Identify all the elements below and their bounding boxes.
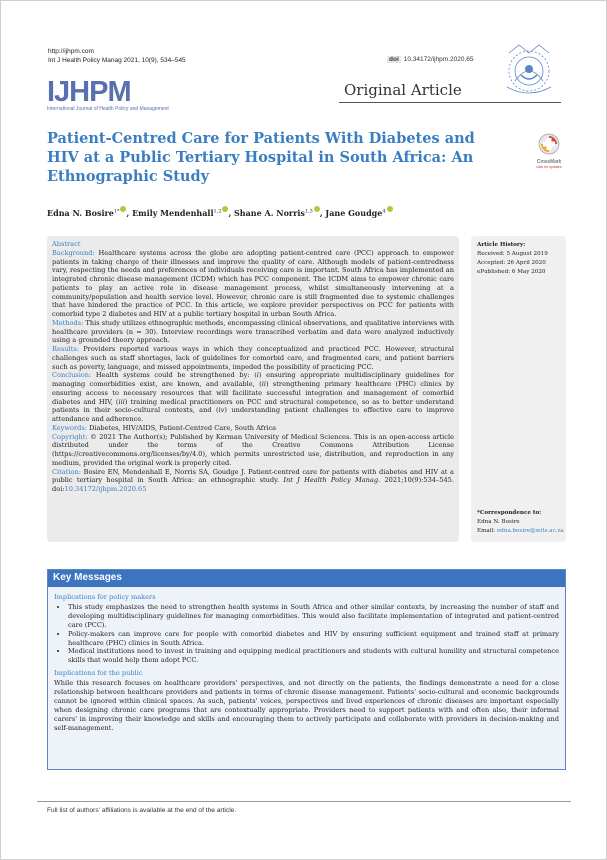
citation-doi-link[interactable]: 10.34172/ijhpm.2020.65 — [64, 485, 147, 493]
orcid-icon[interactable] — [120, 206, 126, 212]
journal-url[interactable]: http://ijhpm.com — [48, 48, 94, 55]
abstract-background: Background: Healthcare systems across the globe are adopting patient-centred care (PCC) approach to empower patients in taking charge of their illnesses and improve the quality of care. Although models of patient-centredness vary, respecting the needs and preferences of individuals receiving care is important. South Africa has implemented an integrated chronic disease management (ICDM) which has PCC component. The ICDM aims to empower chronic care patients to play an active role in disease management process, whilst simultaneously intervening at a community/population and health service level. However, chronic care is still fragmented due to systemic challenges that have hindered the practice of PCC. In this article, we explore provider perspectives on PCC for patients with comorbid type 2 diabetes and HIV at a public tertiary hospital in urban South Africa. — [52, 248, 454, 318]
key-messages-box — [47, 569, 566, 770]
affiliations-footnote: Full list of authors' affiliations is available at the end of the article. — [47, 807, 237, 814]
orcid-icon[interactable] — [222, 206, 228, 212]
abstract-heading: Abstract — [52, 240, 81, 248]
license-link[interactable]: https://creativecommons.org/licenses/by/4.0 — [54, 450, 203, 458]
author-name: Shane A. Norris — [234, 208, 305, 218]
author-name: Jane Goudge — [325, 208, 383, 218]
crossmark-label: CrossMark — [536, 159, 562, 165]
doi-line — [387, 56, 474, 63]
journal-full-name: International Journal of Health Policy and Management — [47, 106, 169, 112]
article-title: Patient-Centred Care for Patients With Diabetes and HIV at a Public Tertiary Hospital in South Africa: An Ethnographic Study — [47, 130, 475, 185]
abstract-conclusion: Conclusion: Health systems could be strengthened by: (i) ensuring appropriate multidisciplinary guidelines for managing comorbidities exist, are known, and available, (ii) strengthening primary healthcare (PHC) clinics by ensuring access to necessary resources that will facilitate successful integration and management of comorbid diabetes and HIV, (iii) training medical practitioners on PCC and structural competence, so as to better understand patients in their socio-cultural contexts, and (iv) understanding patient challenges to effective care to improve attendance and adherence. — [52, 371, 455, 423]
footnote-rule — [37, 801, 571, 802]
received-date: Received: 5 August 2019 — [477, 251, 548, 257]
key-messages-heading: Key Messages — [48, 570, 565, 587]
history-heading: Article History: — [477, 242, 526, 248]
public-text: While this research focuses on healthcare providers' perspectives, and not directly on the patients, the findings demonstrate a need for a close relationship between healthcare providers and patients in terms of chronic disease management. Patients' socio-cultural and economic backgrounds cannot be ignored within clinical spaces. As such, patients' voices, perspectives and lived experiences of chronic diseases are important especially when designing chronic care programs that are contextually appropriate. Providers need to support patients with and often also, their informal carers' in improving their knowledge and skills and encouraging them to actively participate and collaborate with providers in decision-making and self-management. — [54, 679, 559, 732]
abstract-methods: Methods: This study utilizes ethnographic methods, encompassing clinical observations, and qualitative interviews with healthcare providers (n = 30). Interview recordings were transcribed verbatim and data were analyzed inductively using a grounded theory approach. — [52, 318, 454, 345]
header-rule — [339, 102, 561, 103]
correspondence-email[interactable]: edna.bosire@wits.ac.za — [496, 528, 564, 534]
list-item: • Medical institutions need to invest in training and equipping medical practitioners and students with cultural humility and structural competence skills that would help them adopt PCC. — [68, 647, 559, 665]
author-affiliation: 1,3 — [304, 208, 313, 215]
article-history — [471, 236, 566, 542]
abstract-copyright: Copyright: © 2021 The Author(s); Published by Kerman University of Medical Sciences. This is an open-access article distributed under the terms of the Creative Commons Attribution License (https://creativecommons.org/licenses/by/4.0), which permits unrestricted use, distribution, and reproduction in any medium, provided the original work is properly cited. — [52, 432, 454, 467]
email-label: Email: — [477, 528, 496, 534]
crossmark-icon — [538, 133, 560, 155]
journal-emblem-icon — [501, 41, 557, 101]
crossmark-badge[interactable] — [533, 133, 565, 169]
journal-logo — [47, 76, 169, 112]
journal-citation: Int J Health Policy Manag 2021, 10(9), 534–545 — [48, 57, 186, 64]
author-name: Emily Mendenhall — [132, 208, 214, 218]
journal-meta — [48, 47, 186, 65]
policy-heading: Implications for policy makers — [54, 593, 156, 601]
article-type: Original Article — [344, 81, 462, 99]
list-item: • This study emphasizes the need to strengthen health systems in South Africa and other similar contexts, by increasing the number of staff and developing multidisciplinary guidelines for managing comorbidities. This would also facilitate implementation of integrated and patient-centred care (PCC). — [68, 603, 559, 630]
doi-label: doi — [389, 56, 399, 63]
policy-list — [54, 603, 559, 665]
author-affiliation: 1,2 — [213, 208, 222, 215]
crossmark-sub: click for updates — [536, 165, 562, 169]
correspondence-label: *Correspondence to: — [477, 510, 542, 516]
doi-value[interactable]: 10.34172/ijhpm.2020.65 — [403, 56, 474, 63]
epublished-date: ePublished: 6 May 2020 — [477, 269, 546, 275]
abstract-keywords: Keywords: Diabetes, HIV/AIDS, Patient-Centred Care, South Africa — [52, 423, 277, 432]
abstract-results: Results: Providers reported various ways in which they conceptualized and practiced PCC. However, structural challenges such as staff shortages, lack of guidelines for comorbid care, and fragmented care, and patient barriers such as poverty, language, and missed appointments, impeded the possibility of practicing PCC. — [52, 345, 454, 371]
author-affiliation: 4 — [382, 208, 386, 215]
author-affiliation: 1* — [113, 208, 120, 215]
journal-abbreviation: IJHPM — [47, 76, 131, 108]
correspondence — [477, 509, 565, 536]
public-heading: Implications for the public — [54, 669, 143, 678]
author-name: Edna N. Bosire — [47, 208, 114, 218]
orcid-icon[interactable] — [387, 206, 393, 212]
correspondence-name: Edna N. Bosire — [477, 519, 520, 525]
author-list: Edna N. Bosire$^{1*}$ , Emily Mendenhall$^{1,2}$ , Shane A. Norris$^{1,3}$ , Jane Goudge$^4$ — [47, 206, 567, 218]
abstract-citation: Citation: Bosire EN, Mendenhall E, Norris SA, Goudge J. Patient-centred care for patients with diabetes and HIV at a public tertiary hospital in South Africa: an ethnographic study. Int J Health Policy Manag. 2021;10(9):534–545. doi:10.34172/ijhpm.2020.65 — [52, 467, 454, 493]
orcid-icon[interactable] — [314, 206, 320, 212]
abstract-box — [47, 236, 459, 542]
list-item: • Policy-makers can improve care for people with comorbid diabetes and HIV by ensuring sufficient equipment and trained staff at primary healthcare (PHC) clinics in South Africa. — [68, 630, 559, 648]
accepted-date: Accepted: 26 April 2020 — [477, 260, 546, 266]
